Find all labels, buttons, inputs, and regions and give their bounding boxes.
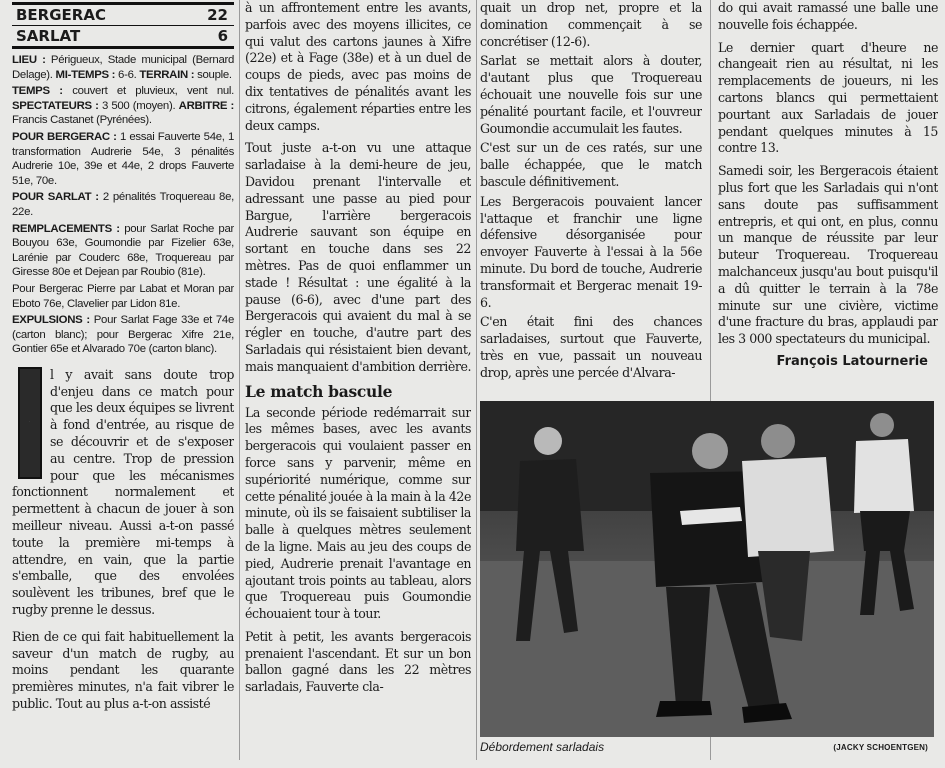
- paragraph: Rien de ce qui fait habituellement la saveur d'un match de rugby, au moins pendant les quarante premières minutes, n'a fait vibrer le public. Tout au plus a-t-on assisté: [12, 628, 234, 712]
- paragraph: l y avait sans doute trop d'enjeu dans ce match pour que les deux équipes se livrent à fond d'entrée, au risque de se découvrir et de s'exposer au centre. Trop de pression pour que les mécanismes fonctionnent normalement et permettent à chacun de jouer à son meilleur niveau. Aussi a-t-on passé toute la première mi-temps à attendre, en vain, que la partie s'emballe, que des envolées soulèvent les tribunes, bref que le rugby prenne le dessus.: [12, 366, 234, 618]
- facts-line: EXPULSIONS : Pour Sarlat Fage 33e et 74e (carton blanc); pour Bergerac Xifre 21e, Gontier 65e et Alvarado 70e (carton blanc).: [12, 314, 234, 356]
- column-1: [12, 0, 234, 713]
- facts-line: TEMPS : couvert et pluvieux, vent nul. SPECTATEURS : 3 500 (moyen). ARBITRE : Francis Castanet (Pyrénées).: [12, 85, 234, 127]
- photo-credit: (JACKY SCHOENTGEN): [833, 743, 928, 752]
- column-rule: [239, 0, 240, 760]
- column-4: [718, 0, 938, 369]
- photo-illustration: [480, 401, 934, 737]
- paragraph: à un affrontement entre les avants, parfois avec des moyens illicites, ce qui valut des cartons jaunes à Xifre (22e) et à Fage (38e) et à un duel de coups de pieds, avec pas moins de dix tentatives de pénalités avant les citrons, également réparties entre les deux camps.: [245, 0, 471, 133]
- paragraph: Le dernier quart d'heure ne changeait rien au résultat, ni les remplacements de joueurs, ni les cartons blancs qui permettaient pourtant aux Sarladais de jouer pendant quelques minutes à 15 contre 13.: [718, 39, 938, 156]
- column-3: [480, 0, 702, 382]
- paragraph: C'est sur un de ces ratés, sur une balle échappée, que le match bascule définitivement.: [480, 140, 702, 189]
- paragraph: Samedi soir, les Bergeracois étaient plus fort que les Sarladais qui n'ont sans doute pas suffisamment entrepris, et qui ont, en plus, connu un manque de réussite par leur buteur Troquereau. Troquereau malchanceux jusqu'au bout puisqu'il a dû quitter le terrain à la 78e minute sur une civière, victime d'une fracture du bras, applaudi par les 3 000 spectateurs du municipal.: [718, 163, 938, 347]
- paragraph: quait un drop net, propre et la domination commençait à se concrétiser (12-6).: [480, 0, 702, 49]
- article-opening: [12, 367, 234, 713]
- facts-line: POUR SARLAT : 2 pénalités Troquereau 8e, 22e.: [12, 191, 234, 218]
- author-signature: François Latournerie: [776, 353, 928, 369]
- facts-line: REMPLACEMENTS : pour Sarlat Roche par Bouyou 63e, Goumondie par Fizelier 63e, Larénie par Couderc 68e, Troquereau par Giresse 80e et Dejean par Roubio (81e).: [12, 222, 234, 279]
- facts-line: POUR BERGERAC : 1 essai Fauverte 54e, 1 transformation Audrerie 54e, 3 pénalités Audrerie 10e, 39e et 44e, 2 drops Fauverte 51e, 70e.: [12, 130, 234, 187]
- score-row-home: [12, 2, 234, 25]
- paragraph: do qui avait ramassé une balle une nouvelle fois échappée.: [718, 0, 938, 32]
- rugby-photo: [480, 401, 934, 737]
- paragraph: Sarlat se mettait alors à douter, d'autant plus que Troquereau échouait une nouvelle fois sur une pénalité pourtant facile, et l'ouvreur Goumondie accumulait les fautes.: [480, 53, 702, 136]
- paragraph: C'en était fini des chances sarladaises, surtout que Fauverte, très en vue, passait un nouveau drop, après une percée d'Alvara-: [480, 314, 702, 380]
- team-name: SARLAT: [16, 27, 81, 45]
- paragraph: Petit à petit, les avants bergeracois prenaient l'ascendant. Et sur un bon ballon gagné dans les 22 mètres sarladais, Fauverte cla-: [245, 628, 471, 695]
- match-facts: [12, 53, 234, 357]
- facts-line: LIEU : Périgueux, Stade municipal (Bernard Delage). MI-TEMPS : 6-6. TERRAIN : souple.: [12, 54, 234, 81]
- team-score: 22: [207, 6, 228, 24]
- column-2: [245, 0, 471, 696]
- score-row-away: [12, 25, 234, 49]
- dropcap: I: [18, 367, 42, 479]
- column-rule: [476, 0, 477, 760]
- section-heading: Le match bascule: [245, 381, 393, 401]
- paragraph: La seconde période redémarrait sur les mêmes bases, avec les avants bergeracois qui voulaient passer en force sans y parvenir, même en supériorité numérique, comme sur cette pénalité jouée à la main à la 42e minute, où ils se faisaient subtiliser la balle à quelques mètres seulement de la ligne. Mais au jeu des coups de pied, Audrerie prenait l'avantage en ajoutant trois points au tableau, alors que Troquereau puis Goumondie échouaient tour à tour.: [245, 404, 471, 622]
- facts-line: Pour Bergerac Pierre par Labat et Moran par Eboto 76e, Clavelier par Lidon 81e.: [12, 282, 234, 310]
- paragraph: Les Bergeracois pouvaient lancer l'attaque et franchir une ligne défensive désorganisée pour envoyer Fauverte à l'essai à la 56e minute. Du bord de touche, Audrerie transformait et Bergerac menait 19-6.: [480, 193, 702, 310]
- paragraph: Tout juste a-t-on vu une attaque sarladaise à la demi-heure de jeu, Davidou prenant l'intervalle et adressant une passe au pied pour Bargue, l'arrière bergeracois Audrerie sauvant son équipe en sortant en touche dans ses 22 mètres. Pas de quoi enflammer un stade ! Résultat : une égalité à la pause (6-6), avec d'une part des Bergeracois qui avaient du mal à se régler en touche, d'autre part des Sarladais qui résistaient bien devant, mais manquaient d'ambition derrière.: [245, 140, 471, 374]
- photo-caption: [480, 740, 934, 758]
- team-name: BERGERAC: [16, 6, 106, 24]
- team-score: 6: [217, 27, 228, 45]
- caption-text: Débordement sarladais: [480, 740, 605, 754]
